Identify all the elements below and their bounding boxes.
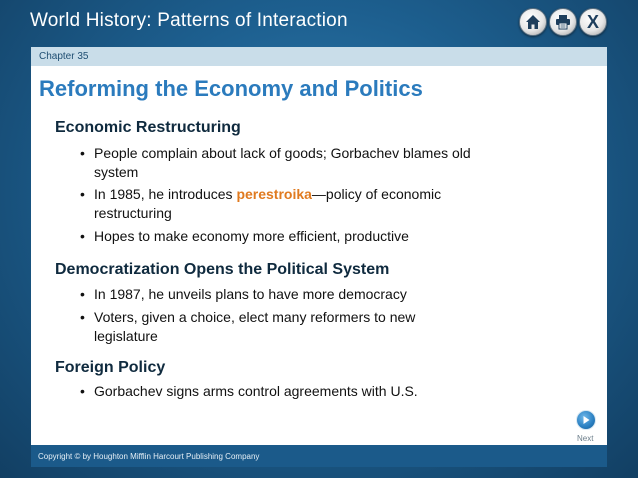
bullet-text-after: —policy of economic restructuring [94,186,442,221]
bullet-item [80,308,480,346]
bullet-item [80,382,480,401]
bullet-text: People complain about lack of goods; Gorbachev blames old system [94,145,471,180]
bullet-item [80,227,480,246]
home-button[interactable] [519,8,547,36]
bullet-dot: • [80,383,85,399]
next-label[interactable]: Next [577,434,594,443]
bullet-dot: • [80,228,85,244]
bullet-dot: • [80,309,85,325]
copyright-footer: Copyright © by Houghton Mifflin Harcourt Publishing Company [31,445,607,467]
bullet-dot: • [80,186,85,202]
bullet-text: Hopes to make economy more efficient, productive [94,228,409,244]
bullet-item [80,285,480,304]
play-arrow-icon [581,415,591,425]
bullet-dot: • [80,145,85,161]
close-button[interactable] [579,8,607,36]
bullet-dot: • [80,286,85,302]
next-button[interactable] [576,410,596,430]
bullet-text: Gorbachev signs arms control agreements with U.S. [94,383,418,399]
home-icon [525,14,541,30]
section-heading-economic-restructuring: Economic Restructuring [55,119,241,136]
bullet-item [80,185,480,223]
print-button[interactable] [549,8,577,36]
print-icon [555,14,571,30]
bullet-text: In 1987, he unveils plans to have more democracy [94,286,407,302]
chapter-label: Chapter 35 [31,47,607,66]
bullet-text: Voters, given a choice, elect many reformers to new legislature [94,309,416,344]
perestroika-term: perestroika [236,186,312,202]
section-heading-democratization: Democratization Opens the Political System [55,261,390,278]
bullet-item [80,144,480,182]
slide-title: Reforming the Economy and Politics [39,76,423,101]
close-icon: X [586,12,599,32]
app-title: World History: Patterns of Interaction [30,10,348,31]
bullet-text-before: In 1985, he introduces [94,186,237,202]
section-heading-foreign-policy: Foreign Policy [55,359,166,376]
